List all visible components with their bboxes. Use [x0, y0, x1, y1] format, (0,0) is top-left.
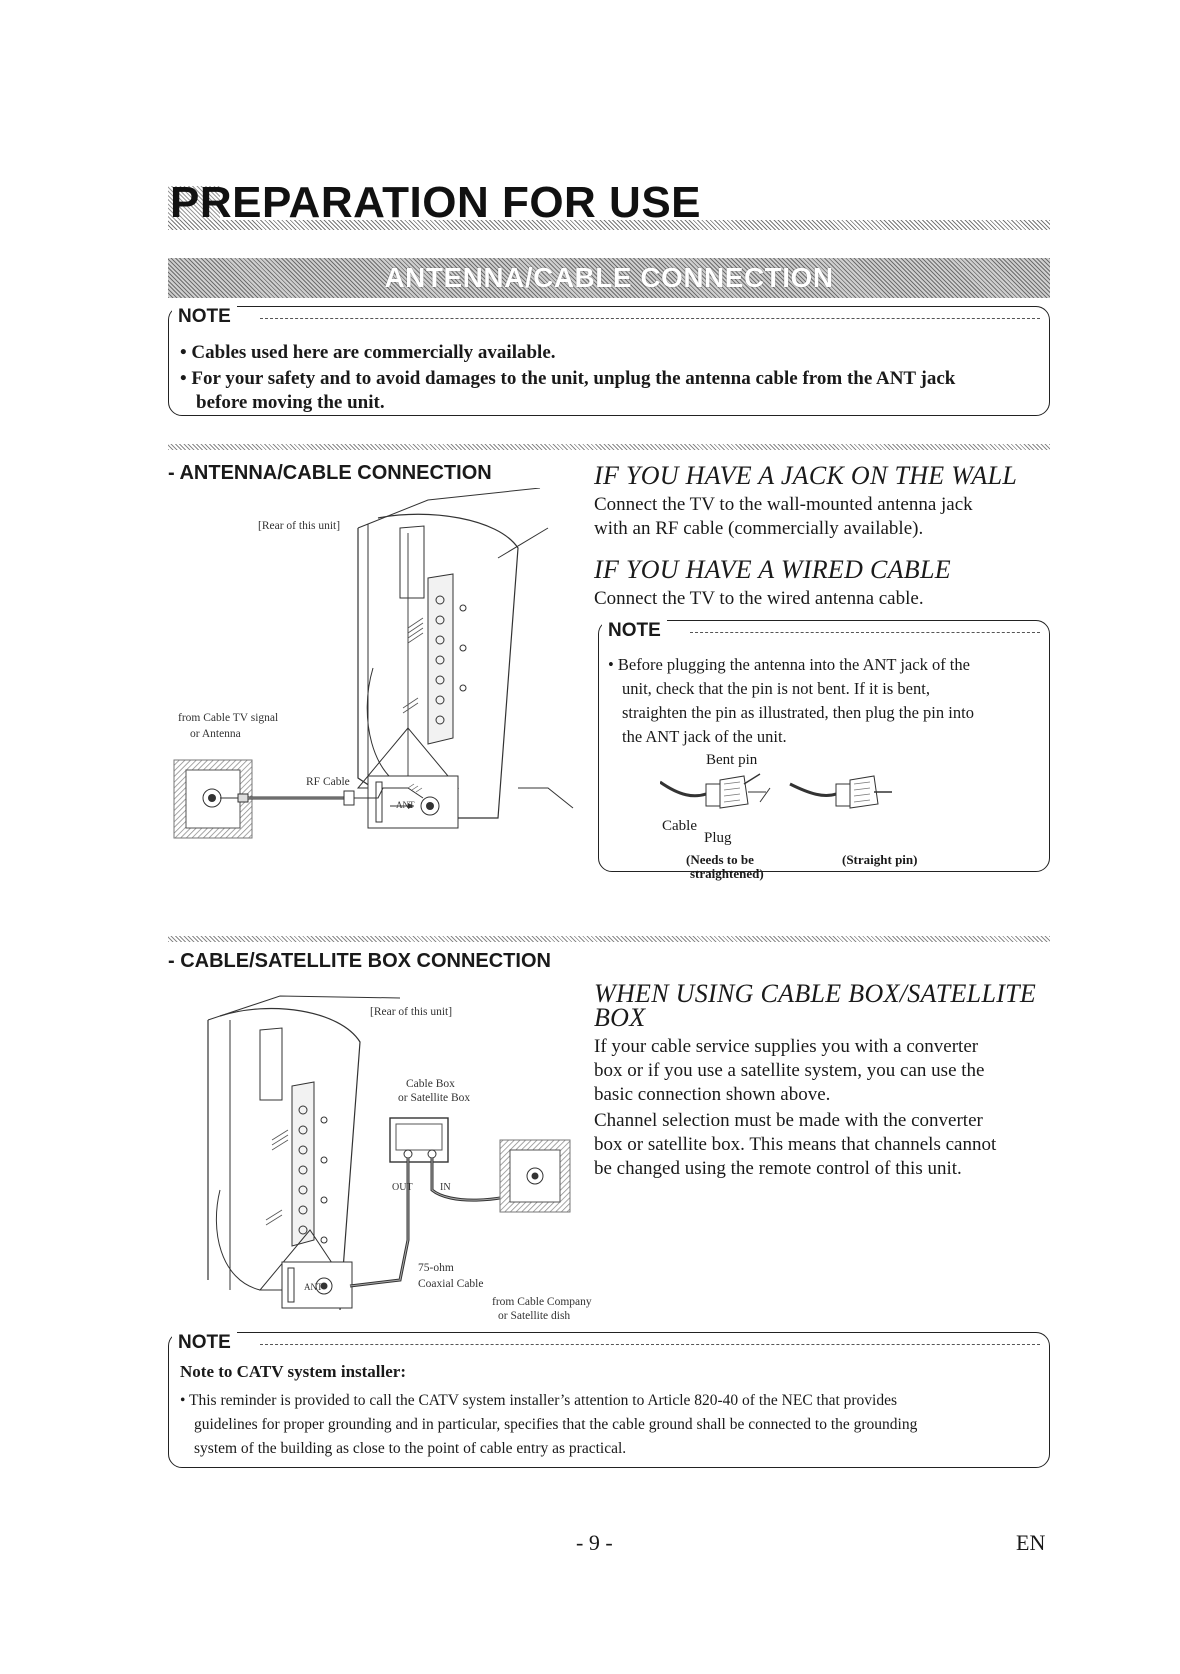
rear-of-unit-label: [Rear of this unit]	[258, 520, 341, 532]
page-number: - 9 -	[576, 1530, 613, 1555]
catv-note-subtitle: Note to CATV system installer:	[180, 1362, 406, 1381]
coax-label-2: Coaxial Cable	[418, 1278, 484, 1290]
cable-box-heading: WHEN USING CABLE BOX/SATELLITE	[594, 979, 1037, 1008]
note-divider	[260, 1344, 1040, 1345]
cable-box-text: box or satellite box. This means that channels cannot	[594, 1134, 997, 1155]
wired-cable-heading: IF YOU HAVE A WIRED CABLE	[594, 555, 951, 584]
pin-note-line: unit, check that the pin is not bent. If it is bent,	[622, 679, 930, 698]
page-title: PREPARATION FOR USE	[170, 178, 702, 227]
rf-cable-label: RF Cable	[306, 776, 350, 788]
note-label: NOTE	[172, 306, 237, 328]
cable-box-heading-2: BOX	[594, 1003, 646, 1032]
cable-label: Cable	[662, 818, 697, 834]
section-divider	[168, 936, 1050, 942]
cable-box-text: basic connection shown above.	[594, 1084, 831, 1105]
note-item: • Cables used here are commercially available.	[180, 342, 556, 363]
rear-of-unit-label: [Rear of this unit]	[370, 1006, 453, 1018]
note-divider	[260, 318, 1040, 319]
cable-company-label-2: or Satellite dish	[498, 1310, 571, 1322]
pin-note-line: the ANT jack of the unit.	[622, 727, 787, 746]
note-label: NOTE	[172, 1332, 237, 1354]
catv-note-line: system of the building as close to the point of cable entry as practical.	[194, 1440, 627, 1457]
cable-company-label: from Cable Company	[492, 1296, 592, 1308]
section-heading-antenna: - ANTENNA/CABLE CONNECTION	[168, 462, 492, 484]
wall-jack-text-1: Connect the TV to the wall-mounted antenna jack	[594, 494, 973, 515]
note-label: NOTE	[602, 620, 667, 642]
coax-label: 75-ohm	[418, 1262, 454, 1274]
cable-box-text: be changed using the remote control of this unit.	[594, 1158, 962, 1179]
section-divider	[168, 444, 1050, 450]
note-item: • For your safety and to avoid damages to the unit, unplug the antenna cable from the ANT jack	[180, 368, 956, 389]
ant-label: ANT	[396, 800, 415, 810]
language-code: EN	[1016, 1530, 1046, 1555]
note-item-continuation: before moving the unit.	[196, 392, 385, 413]
pin-note-line: • Before plugging the antenna into the ANT jack of the	[608, 655, 970, 674]
wall-jack-heading: IF YOU HAVE A JACK ON THE WALL	[594, 461, 1018, 490]
section-banner-title: ANTENNA/CABLE CONNECTION	[384, 262, 834, 293]
bent-pin-label: Bent pin	[706, 752, 758, 768]
note-divider	[690, 632, 1040, 633]
section-heading-cable-box: - CABLE/SATELLITE BOX CONNECTION	[168, 950, 551, 972]
pin-note-line: straighten the pin as illustrated, then plug the pin into	[622, 703, 974, 722]
wired-cable-text: Connect the TV to the wired antenna cable.	[594, 588, 924, 609]
cable-box-text: If your cable service supplies you with a converter	[594, 1036, 979, 1057]
cable-box-label-2: or Satellite Box	[398, 1092, 471, 1104]
signal-source-label: from Cable TV signal	[178, 712, 279, 724]
cable-box-label: Cable Box	[406, 1078, 455, 1090]
pin-note-text: Before plugging the antenna into the ANT jack of the	[617, 655, 970, 674]
ant-label: ANT	[304, 1282, 323, 1292]
in-port-label: IN	[440, 1182, 451, 1193]
cable-box-text: box or if you use a satellite system, you can use the	[594, 1060, 985, 1081]
catv-note-line: guidelines for proper grounding and in particular, specifies that the cable ground shall be connected to the grounding	[194, 1416, 918, 1433]
needs-straightened-label-2: straightened)	[690, 866, 764, 881]
catv-note-text: This reminder is provided to call the CATV system installer’s attention to Article 820-40 of the NEC that provides	[189, 1392, 898, 1409]
cable-box-connection-diagram	[200, 990, 630, 1330]
signal-source-label-2: or Antenna	[190, 728, 241, 740]
plug-label: Plug	[704, 830, 732, 846]
note-item-text: Cables used here are commercially available.	[191, 342, 556, 363]
antenna-connection-diagram	[168, 488, 588, 908]
note-item-text: For your safety and to avoid damages to the unit, unplug the antenna cable from the ANT jack	[191, 368, 956, 389]
needs-straightened-label: (Needs to be	[686, 852, 754, 867]
catv-note-line: • This reminder is provided to call the CATV system installer’s attention to Article 820-40 of the NEC that provides	[180, 1392, 898, 1409]
straight-pin-label: (Straight pin)	[842, 852, 918, 867]
out-port-label: OUT	[392, 1182, 413, 1193]
wall-jack-text-2: with an RF cable (commercially available).	[594, 518, 924, 539]
cable-box-text: Channel selection must be made with the converter	[594, 1110, 983, 1131]
